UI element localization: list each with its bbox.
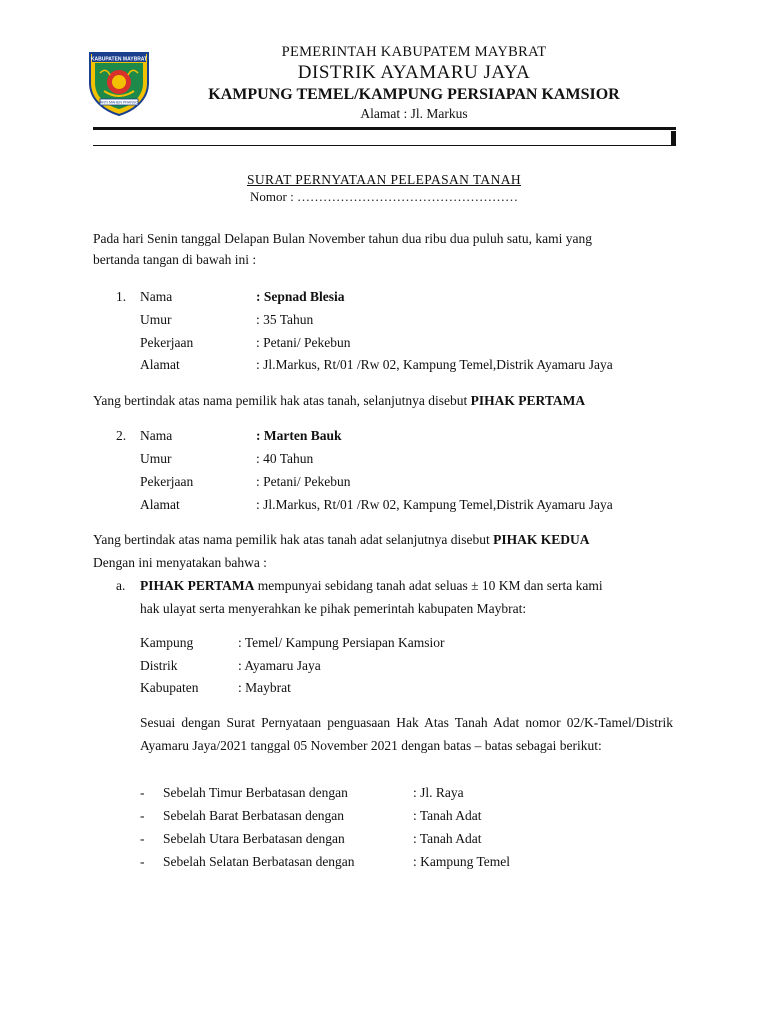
location-label: Kabupaten <box>140 680 199 695</box>
location-value: : Temel/ Kampung Persiapan Kamsior <box>238 635 445 650</box>
field-label: Umur <box>140 312 172 327</box>
party-role-text: Yang bertindak atas nama pemilik hak atas tanah, selanjutnya disebut <box>93 393 468 408</box>
boundary-dash: - <box>140 808 145 823</box>
point-text: hak ulayat serta menyerahkan ke pihak pemerintah kabupaten Maybrat: <box>140 601 527 616</box>
intro-line: bertanda tangan di bawah ini : <box>93 252 257 267</box>
letterhead-divider-frame <box>93 131 676 146</box>
point-a-line <box>140 576 603 596</box>
address-line: Alamat : Jl. Markus <box>360 106 468 121</box>
boundary-label: Sebelah Selatan Berbatasan dengan <box>163 854 355 869</box>
boundary-value: : Tanah Adat <box>413 808 482 823</box>
field-label: Nama <box>140 428 173 443</box>
document-number: Nomor : …………………………………………… <box>250 189 518 204</box>
field-value: : Jl.Markus, Rt/01 /Rw 02, Kampung Temel,Distrik Ayamaru Jaya <box>256 357 613 372</box>
boundary-value: : Kampung Temel <box>413 854 511 869</box>
boundary-label: Sebelah Utara Berbatasan dengan <box>163 831 345 846</box>
location-value: : Ayamaru Jaya <box>238 658 321 673</box>
boundary-dash: - <box>140 854 145 869</box>
party-role-line <box>93 391 585 411</box>
government-heading: PEMERINTAH KABUPATEM MAYBRAT <box>281 44 547 60</box>
district-heading: DISTRIK AYAMARU JAYA <box>297 62 531 83</box>
boundary-label: Sebelah Barat Berbatasan dengan <box>163 808 345 823</box>
party-index: 1. <box>116 289 127 304</box>
point-marker: a. <box>116 578 126 593</box>
boundary-dash: - <box>140 831 145 846</box>
party-role-name: PIHAK KEDUA <box>493 532 590 547</box>
boundary-dash: - <box>140 785 145 800</box>
location-label: Kampung <box>140 635 194 650</box>
basis-paragraph: Sesuai dengan Surat Pernyataan penguasaan Hak Atas Tanah Adat nomor 02/K-Tamel/Distrik Ayamaru Jaya/2021 tanggal 05 November 2021 dengan batas – batas sebagai berikut: <box>140 715 673 753</box>
field-label: Alamat <box>140 357 180 372</box>
field-value: : Jl.Markus, Rt/01 /Rw 02, Kampung Temel,Distrik Ayamaru Jaya <box>256 497 613 512</box>
boundary-value: : Tanah Adat <box>413 831 482 846</box>
field-value: : 40 Tahun <box>256 451 314 466</box>
field-value: : 35 Tahun <box>256 312 314 327</box>
party-role-text: Yang bertindak atas nama pemilik hak atas tanah adat selanjutnya disebut <box>93 532 490 547</box>
logo-bottom-text: ANTI MAHEN PRANSO <box>99 100 139 105</box>
village-heading: KAMPUNG TEMEL/KAMPUNG PERSIAPAN KAMSIOR <box>208 86 620 103</box>
field-value: : Petani/ Pekebun <box>256 335 351 350</box>
statement-intro: Dengan ini menyatakan bahwa : <box>93 555 267 570</box>
location-value: : Maybrat <box>238 680 291 695</box>
field-label: Alamat <box>140 497 180 512</box>
boundary-label: Sebelah Timur Berbatasan dengan <box>163 785 348 800</box>
field-label: Pekerjaan <box>140 335 194 350</box>
point-text: mempunyai sebidang tanah adat seluas ± 10 KM dan serta kami <box>257 578 603 593</box>
letterhead-divider <box>93 127 676 130</box>
party-name: : Marten Bauk <box>256 428 342 443</box>
location-label: Distrik <box>140 658 178 673</box>
field-label: Umur <box>140 451 172 466</box>
party-role-line <box>93 530 590 550</box>
point-subject: PIHAK PERTAMA <box>140 578 255 593</box>
party-role-name: PIHAK PERTAMA <box>470 393 586 408</box>
field-value: : Petani/ Pekebun <box>256 474 351 489</box>
party-name: : Sepnad Blesia <box>256 289 345 304</box>
document-title: SURAT PERNYATAAN PELEPASAN TANAH <box>246 172 522 187</box>
field-label: Nama <box>140 289 173 304</box>
party-index: 2. <box>116 428 127 443</box>
boundary-value: : Jl. Raya <box>413 785 464 800</box>
field-label: Pekerjaan <box>140 474 194 489</box>
logo-top-text: KABUPATEN MAYBRAT <box>90 56 148 63</box>
intro-line: Pada hari Senin tanggal Delapan Bulan November tahun dua ribu dua puluh satu, kami yang <box>93 231 592 246</box>
